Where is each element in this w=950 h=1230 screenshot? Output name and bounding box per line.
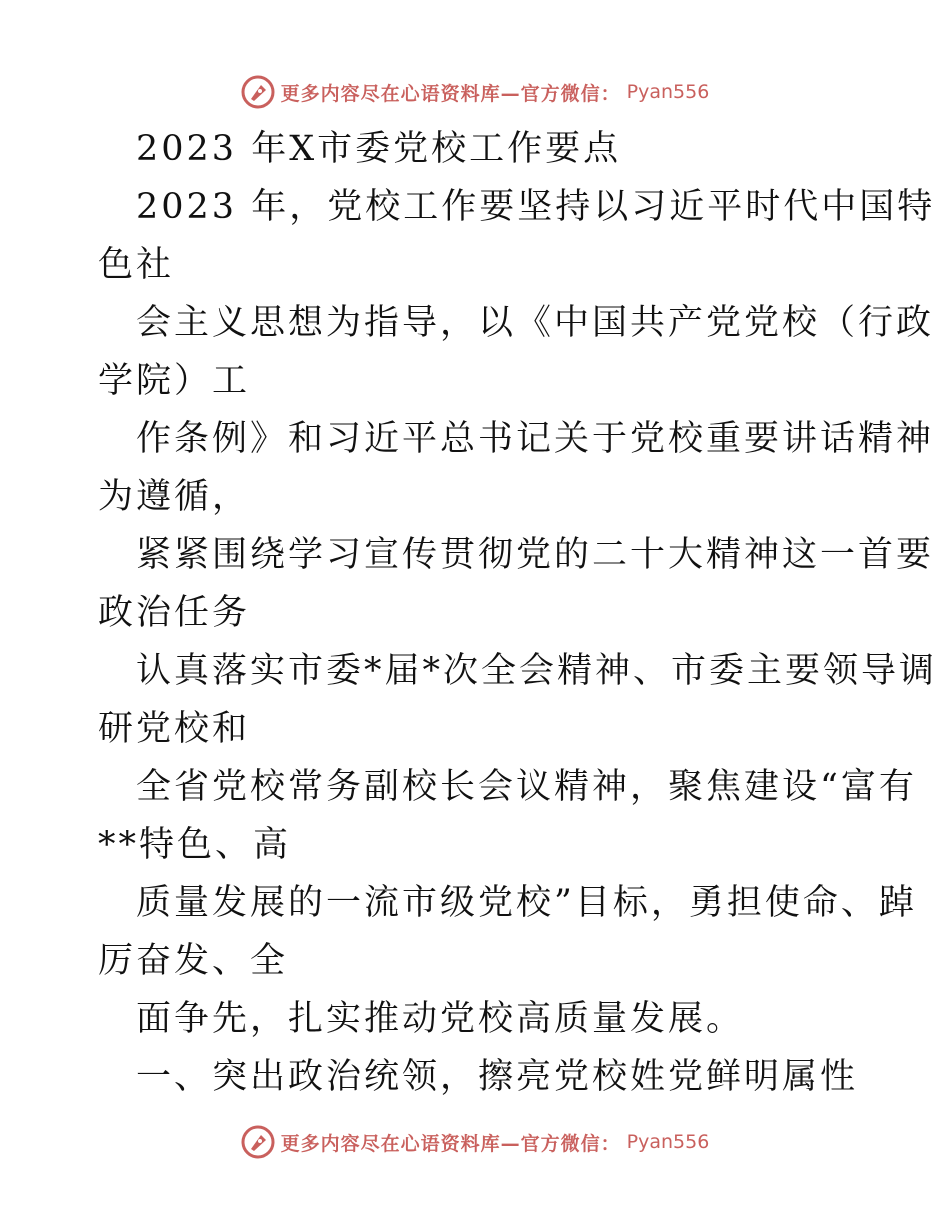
pen-nib-logo-icon [241, 75, 275, 109]
text-line: 面争先，扎实推动党校高质量发展。 [136, 999, 745, 1039]
document-title: 2023 年X市委党校工作要点 [136, 129, 622, 169]
footer-watermark [0, 1122, 950, 1162]
text-line: 紧紧围绕学习宣传贯彻党的二十大精神这一首要 [136, 535, 935, 575]
watermark-text: 更多内容尽在心语资料库—官方微信： [280, 82, 621, 105]
text-line: 研党校和 [98, 709, 251, 749]
text-line: 学院）工 [98, 361, 251, 401]
text-line: 会主义思想为指导，以《中国共产党党校（行政 [136, 303, 935, 343]
watermark-text: 更多内容尽在心语资料库—官方微信： [280, 1132, 621, 1155]
document-body [98, 120, 938, 1106]
text-line: 一、突出政治统领，擦亮党校姓党鲜明属性 [136, 1057, 859, 1097]
text-line: 认真落实市委*届*次全会精神、市委主要领导调 [136, 651, 938, 691]
pen-nib-logo-icon [241, 1125, 275, 1159]
header-watermark [0, 72, 950, 112]
text-line: 为遵循， [98, 477, 251, 517]
text-line: 政治任务 [98, 593, 251, 633]
text-line: 全省党校常务副校长会议精神，聚焦建设“富有 [136, 767, 917, 807]
text-line: 2023 年，党校工作要坚持以习近平时代中国特 [136, 187, 936, 227]
text-line: **特色、高 [98, 825, 292, 865]
text-line: 色社 [98, 245, 175, 285]
text-line: 作条例》和习近平总书记关于党校重要讲话精神 [136, 419, 935, 459]
watermark-wechat-id: Pyan556 [626, 81, 710, 103]
watermark-wechat-id: Pyan556 [626, 1131, 710, 1153]
text-line: 质量发展的一流市级党校”目标，勇担使命、踔 [136, 883, 917, 923]
text-line: 厉奋发、全 [98, 941, 289, 981]
